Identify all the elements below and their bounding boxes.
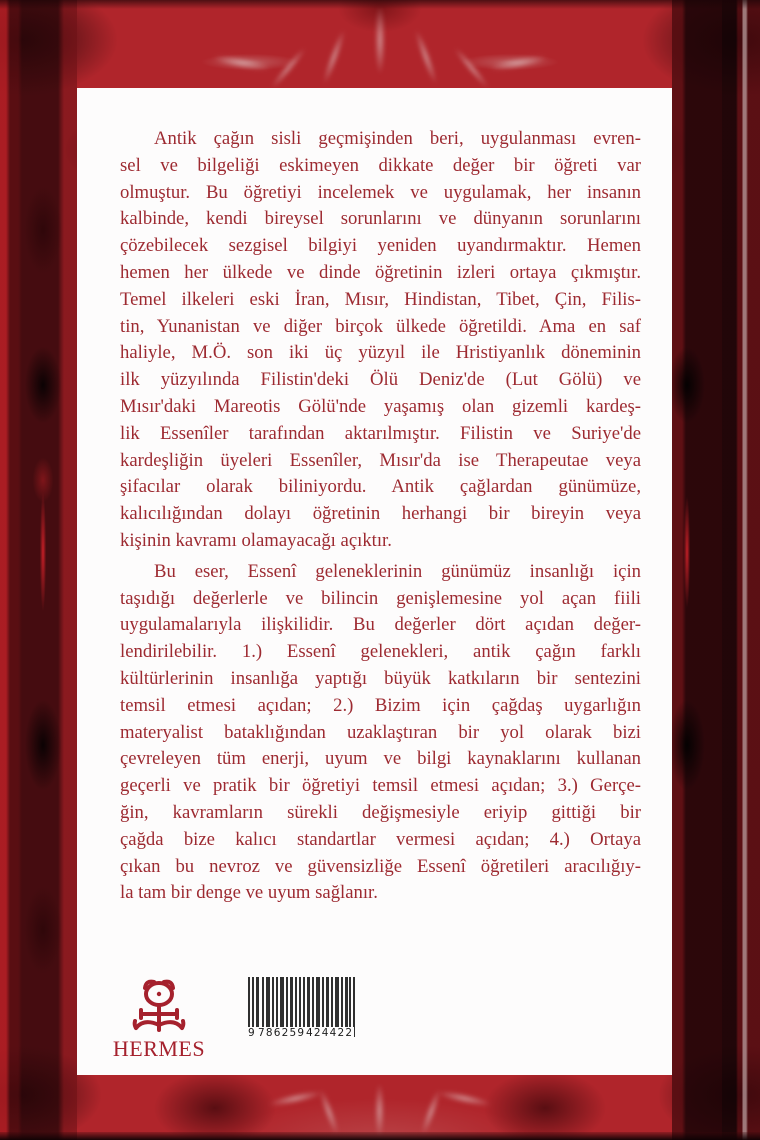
isbn-digit-group: 786259 (258, 1027, 306, 1039)
paragraph (120, 126, 641, 555)
text-line: tin, Yunanistan ve diğer birçok ülkede öğretildi. Ama en saf (120, 315, 641, 337)
isbn-digit-group: 424422 (306, 1027, 354, 1039)
bottom-dark-edge (0, 1132, 760, 1140)
back-cover-panel (77, 88, 672, 1075)
hermes-symbol-icon (128, 978, 190, 1033)
text-line: kişinin kavramı olamayacağı açıktır. (120, 529, 392, 551)
text-line: uygulamalarıyla ilişkilidir. Bu değerler dört açıdan değer- (120, 614, 641, 636)
marbled-texture-right (672, 0, 760, 1140)
text-line: kültürlerinin insanlığa yaptığı büyük katkıların bir sentezini (120, 667, 641, 689)
text-line: olmuştur. Bu öğretiyi incelemek ve uygulamak, her insanın (120, 181, 641, 203)
text-line: kalbinde, kendi bireysel sorunlarını ve dünyanın sorunlarını (120, 208, 641, 230)
text-line: la tam bir denge ve uyum sağlanır. (120, 882, 378, 904)
text-line: haliyle, M.Ö. son iki üç yüzyıl ile Hristiyanlık döneminin (120, 342, 641, 364)
publisher-logo (107, 978, 211, 1062)
isbn-barcode (248, 977, 355, 1041)
isbn-digit-group: 9 (248, 1027, 256, 1039)
text-line: şifacılar olarak biliniyordu. Antik çağlardan günümüze, (120, 476, 641, 498)
text-line: lendirilebilir. 1.) Essenî gelenekleri, antik çağın farklı (120, 641, 641, 663)
text-line: ilk yüzyılında Filistin'deki Ölü Deniz'de (Lut Gölü) ve (120, 369, 641, 391)
marbled-texture-left (0, 0, 77, 1140)
text-line: lik Essenîler tarafından aktarılmıştır. Filistin ve Suriye'de (120, 422, 641, 444)
back-cover-text (77, 88, 672, 907)
text-line: Mısır'daki Mareotis Gölü'nde yaşamış olan gizemli kardeş- (120, 395, 641, 417)
paragraph (120, 559, 641, 907)
text-line: materyalist bataklığından uzaklaştıran bir yol olarak bizi (120, 721, 641, 743)
light-streak (375, 1083, 384, 1138)
text-line: çözebilecek sezgisel bilgiyi yeniden uyandırmaktır. Hemen (120, 235, 641, 257)
text-line: Antik çağın sisli geçmişinden beri, uygulanması evren- (154, 128, 641, 149)
text-line: ğin, kavramların sürekli değişmesiyle eriyip gittiği bir (120, 801, 641, 823)
text-line: sel ve bilgeliği eskimeyen dikkate değer bir öğreti var (120, 154, 641, 176)
text-line: çıkan bu nevroz ve güvensizliğe Essenî öğretileri aracılığıy- (120, 855, 641, 877)
text-line: hemen her ülkede ve dinde öğretinin izleri ortaya çıkmıştır. (120, 261, 641, 283)
text-line: Bu eser, Essenî geleneklerinin günümüz insanlığı için (154, 560, 641, 582)
text-line: kalıcılığından dolayı öğretinin herhangi bir bireyin veya (120, 503, 641, 525)
publisher-name: HERMES (112, 1036, 206, 1061)
light-streak (375, 5, 385, 75)
text-line: Temel ilkeleri eski İran, Mısır, Hindistan, Tibet, Çin, Filis- (120, 288, 641, 310)
text-line: geçerli ve pratik bir öğretiyi temsil etmesi açıdan; 3.) Gerçe- (120, 775, 641, 797)
text-line: kardeşliğin üyeleri Essenîler, Mısır'da ise Therapeutae veya (120, 449, 641, 471)
isbn-number (248, 1027, 355, 1041)
text-line: taşıdığı değerlerle ve bilincin genişlemesine yol açan fiili (120, 587, 641, 609)
top-dark-edge (0, 0, 760, 9)
text-line: temsil etmesi açıdan; 2.) Bizim için çağdaş uygarlığın (120, 694, 641, 716)
text-line: çevreleyen tüm enerji, uyum ve bilgi kaynaklarını kullanan (120, 748, 641, 770)
text-line: çağda bize kalıcı standartlar vermesi açıdan; 4.) Ortaya (120, 828, 641, 850)
